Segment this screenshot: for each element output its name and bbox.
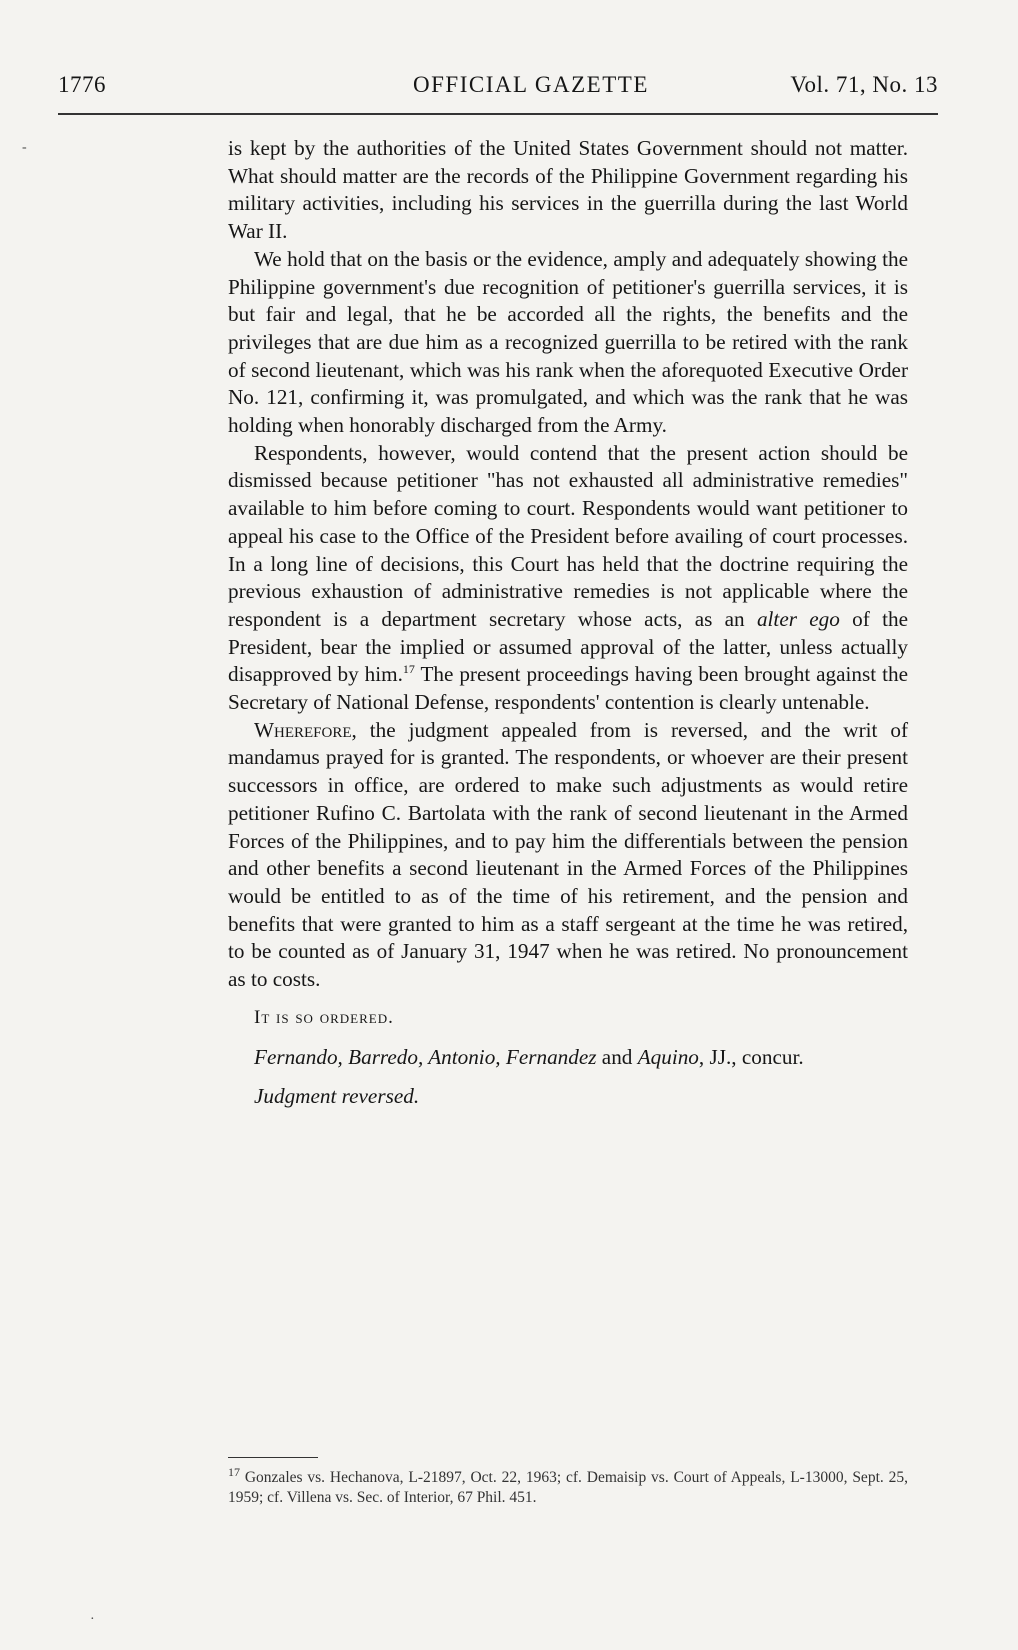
judgment-line: Judgment reversed. — [254, 1084, 420, 1109]
concurrence — [228, 1044, 908, 1072]
footnote-ref[interactable]: 17 — [402, 662, 415, 677]
volume-number: Vol. 71, No. 13 — [790, 72, 938, 97]
concurring-justices: Fernando, Barredo, Antonio, Fernandez — [254, 1044, 597, 1069]
page-number: 1776 — [58, 72, 106, 97]
paragraph-3-text-c: The present proceedings having been brought against the Secretary of National Defense, respondents' contention is clearly untenable. — [228, 662, 908, 715]
header-rule — [58, 113, 938, 115]
concur-end: , JJ., concur. — [698, 1044, 804, 1069]
margin-dot: · — [90, 1612, 95, 1627]
concurring-justice-aquino: Aquino — [637, 1044, 699, 1069]
paragraph-2: We hold that on the basis or the evidence, amply and adequately showing the Philippine government's due recognition of petitioner's guerrilla services, it is but fair and legal, that he be accorded all the rights, the benefits and the privileges that are due him as a recognized guerrilla to be retired with the rank of second lieutenant, which was his rank when the aforequoted Executive Order No. 121, confirming it, was promulgated, and which was the rank that he was holding when honorably discharged from the Army. — [228, 246, 908, 438]
paragraph-3-text-a: Respondents, however, would contend that the present action should be dismissed because petitioner "has not exhausted all administrative remedies" available to him before coming to court. Respondents would want petitioner to appeal his case to the Office of the President before availing of court processes. In a long line of decisions, this Court has held that the doctrine requiring the previous exhaustion of administrative remedies is not applicable where the respondent is a department secretary whose acts, as an — [228, 440, 908, 631]
footnote — [228, 1464, 908, 1508]
footnote-rule — [228, 1457, 318, 1458]
margin-mark: - — [22, 140, 27, 155]
paragraph-1: is kept by the authorities of the United States Government should not matter. What should matter are the records of the Philippine Government regarding his military activities, including his services in the guerrilla during the last World War II. — [228, 136, 908, 244]
paragraph-dispositive — [228, 717, 908, 994]
paragraph-3-text-b: of the President, bear the implied or assumed approval of the latter, unless actually disapproved by him. — [228, 606, 908, 687]
page-header — [58, 72, 938, 102]
dispositive-text: , the judgment appealed from is reversed, and the writ of mandamus prayed for is granted. The respondents, or whoever are their present successors in office, are ordered to make such adjustments as would retire petitioner Rufino C. Bartolata with the rank of second lieutenant in the Armed Forces of the Philippines, and to pay him the differentials between the pension and other benefits a second lieutenant in the Armed Forces of the Philippines would be entitled to as of the time of his retirement, and the pension and benefits that were granted to him as a staff sergeant at the time he was retired, to be counted as of January 31, 1947 when he was retired. No pronouncement as to costs. — [228, 717, 908, 992]
concur-and: and — [596, 1044, 638, 1069]
publication-title: OFFICIAL GAZETTE — [413, 72, 649, 97]
wherefore-text: Wherefore — [254, 717, 352, 742]
so-ordered: It is so ordered. — [254, 1006, 394, 1028]
alter-ego-text: alter ego — [756, 606, 840, 631]
decision-body — [228, 135, 908, 1111]
footnote-number: 17 — [228, 1464, 240, 1479]
paragraph-3 — [228, 440, 908, 717]
footnote-text: Gonzales vs. Hechanova, L-21897, Oct. 22, 1963; cf. Demaisip vs. Court of Appeals, L-13000, Sept. 25, 1959; cf. Villena vs. Sec. of Interior, 67 Phil. 451. — [228, 1469, 908, 1506]
